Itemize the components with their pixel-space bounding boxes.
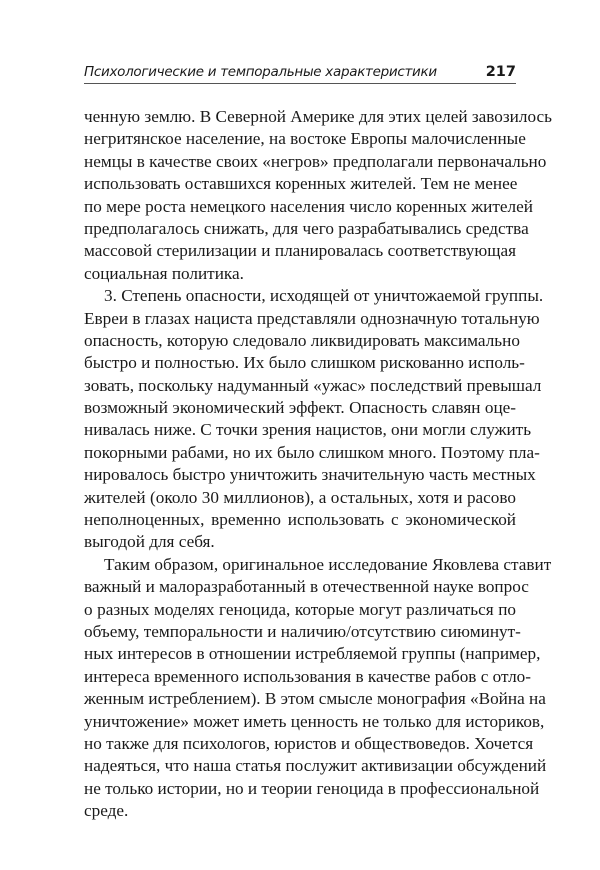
- text-line: использовать оставшихся коренных жителей. Тем не менее: [84, 174, 518, 194]
- text-line: по мере роста немецкого населения число коренных жителей: [84, 196, 533, 216]
- paragraph: [84, 554, 552, 823]
- text-line: Евреи в глазах нациста представляли однозначную тотальную: [84, 308, 540, 328]
- text-line: 3. Степень опасности, исходящей от уничтожаемой группы.: [104, 286, 544, 306]
- text-line: жителей (около 30 миллионов), а остальных, хотя и расово: [84, 487, 516, 507]
- body-text: [84, 106, 552, 823]
- text-line: не только истории, но и теории геноцида в профессиональной: [84, 778, 540, 798]
- text-line: зовать, поскольку надуманный «ужас» последствий превышал: [84, 375, 542, 395]
- book-page: [84, 62, 552, 823]
- text-line: выгодой для себя.: [84, 532, 215, 552]
- text-line: нировалось быстро уничтожить значительную часть местных: [84, 465, 536, 485]
- text-line: объему, темпоральности и наличию/отсутствию сиюминут-: [84, 621, 521, 641]
- text-line: ченную землю. В Северной Америке для этих целей завозилось: [84, 107, 552, 126]
- text-line: важный и малоразработанный в отечественной науке вопрос: [84, 577, 529, 597]
- text-line: о разных моделях геноцида, которые могут различаться по: [84, 599, 516, 619]
- text-line: покорными рабами, но их было слишком много. Поэтому пла-: [84, 442, 540, 462]
- text-line: массовой стерилизации и планировалась соответствующая: [84, 241, 516, 261]
- text-line: но также для психологов, юристов и обществоведов. Хочется: [84, 733, 534, 753]
- text-line: неполноценных, временно использовать с экономической: [84, 510, 516, 530]
- text-line: негритянское население, на востоке Европы малочисленные: [84, 129, 526, 149]
- text-line: немцы в качестве своих «негров» предполагали первоначально: [84, 151, 547, 171]
- page-number: 217: [485, 64, 516, 80]
- text-line: надеяться, что наша статья послужит активизации обсуждений: [84, 756, 547, 776]
- text-line: ных интересов в отношении истребляемой группы (например,: [84, 644, 541, 664]
- text-line: интереса временного использования в качестве рабов с отло-: [84, 666, 531, 686]
- text-line: среде.: [84, 801, 129, 821]
- text-line: предполагалось снижать, для чего разрабатывались средства: [84, 218, 529, 238]
- text-line: возможный экономический эффект. Опасность славян оце-: [84, 398, 516, 418]
- text-line: Таким образом, оригинальное исследование Яковлева ставит: [104, 554, 552, 574]
- paragraph: [84, 285, 544, 554]
- paragraph: [84, 106, 552, 285]
- text-line: социальная политика.: [84, 263, 244, 283]
- text-line: женным истреблением). В этом смысле монография «Война на: [84, 689, 546, 709]
- text-line: уничтожение» может иметь ценность не только для историков,: [84, 711, 545, 731]
- running-header: [84, 62, 516, 84]
- running-title: Психологические и темпоральные характеристики: [84, 64, 437, 80]
- text-line: нивалась ниже. С точки зрения нацистов, они могли служить: [84, 420, 532, 440]
- text-line: опасность, которую следовало ликвидировать максимально: [84, 330, 520, 350]
- text-line: быстро и полностью. Их было слишком рискованно исполь-: [84, 353, 525, 373]
